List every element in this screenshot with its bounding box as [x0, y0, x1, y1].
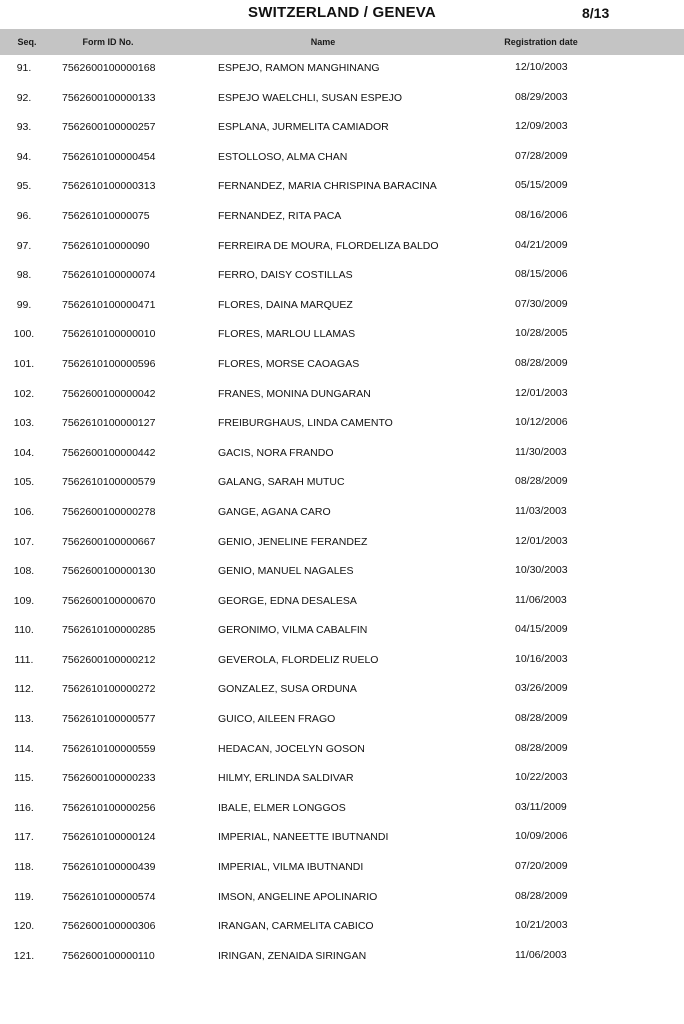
row-form-id: 7562600100000257	[62, 121, 156, 134]
table-row	[0, 500, 684, 530]
row-form-id: 7562600100000130	[62, 565, 156, 578]
row-name: IMPERIAL, NANEETTE IBUTNANDI	[218, 831, 389, 844]
row-name: GUICO, AILEEN FRAGO	[218, 713, 336, 726]
column-header-form-id: Form ID No.	[82, 37, 134, 47]
row-name: IMPERIAL, VILMA IBUTNANDI	[218, 861, 364, 874]
row-name: GALANG, SARAH MUTUC	[218, 476, 345, 489]
row-registration-date: 12/01/2003	[515, 534, 568, 547]
row-name: IBALE, ELMER LONGGOS	[218, 801, 346, 814]
table-row	[0, 115, 684, 145]
row-seq: 109.	[13, 594, 35, 607]
row-form-id: 7562610100000127	[62, 417, 156, 430]
row-registration-date: 10/12/2006	[515, 416, 568, 429]
row-registration-date: 10/09/2006	[515, 830, 568, 843]
table-row	[0, 352, 684, 382]
table-row	[0, 234, 684, 264]
row-registration-date: 10/22/2003	[515, 771, 568, 784]
row-seq: 111.	[14, 653, 34, 666]
row-registration-date: 10/28/2005	[515, 327, 568, 340]
row-seq: 103.	[13, 417, 35, 430]
table-row	[0, 263, 684, 293]
table-row	[0, 825, 684, 855]
row-name: GERONIMO, VILMA CABALFIN	[218, 624, 368, 637]
row-name: FREIBURGHAUS, LINDA CAMENTO	[218, 417, 393, 430]
table-row	[0, 441, 684, 471]
row-registration-date: 04/21/2009	[515, 238, 568, 251]
row-name: ESPLANA, JURMELITA CAMIADOR	[218, 121, 389, 134]
row-seq: 95.	[16, 180, 32, 193]
page-header	[0, 0, 684, 28]
row-name: FERRO, DAISY COSTILLAS	[218, 269, 353, 282]
table-row	[0, 145, 684, 175]
row-form-id: 7562600100000667	[62, 535, 156, 548]
row-registration-date: 12/10/2003	[515, 61, 568, 73]
row-seq: 116.	[14, 801, 34, 814]
row-name: FERNANDEZ, RITA PACA	[218, 209, 342, 222]
row-registration-date: 08/28/2009	[515, 475, 568, 488]
row-registration-date: 08/15/2006	[515, 268, 568, 281]
row-name: GENIO, JENELINE FERANDEZ	[218, 535, 368, 548]
row-seq: 118.	[14, 861, 34, 874]
row-name: FERREIRA DE MOURA, FLORDELIZA BALDO	[218, 239, 439, 252]
table-row	[0, 293, 684, 323]
row-form-id: 7562600100000233	[62, 772, 156, 785]
table-row	[0, 737, 684, 767]
row-form-id: 7562600100000278	[62, 505, 156, 518]
row-registration-date: 10/21/2003	[515, 919, 568, 932]
row-form-id: 7562600100000442	[62, 446, 156, 459]
row-form-id: 7562600100000133	[62, 91, 156, 104]
row-form-id: 7562600100000212	[62, 653, 156, 666]
row-form-id: 7562610100000439	[62, 861, 156, 874]
row-seq: 113.	[14, 713, 34, 726]
row-name: IRINGAN, ZENAIDA SIRINGAN	[218, 949, 367, 962]
row-name: GONZALEZ, SUSA ORDUNA	[218, 683, 357, 696]
row-seq: 91.	[16, 62, 32, 74]
row-registration-date: 07/20/2009	[515, 860, 568, 873]
row-form-id: 7562610100000574	[62, 890, 156, 903]
row-name: GENIO, MANUEL NAGALES	[218, 565, 354, 578]
table-row	[0, 470, 684, 500]
row-seq: 114.	[14, 742, 34, 755]
row-seq: 99.	[16, 298, 32, 311]
row-form-id: 7562610100000124	[62, 831, 156, 844]
table-row	[0, 796, 684, 826]
row-registration-date: 08/29/2003	[515, 90, 568, 103]
table-row	[0, 648, 684, 678]
row-seq: 115.	[14, 772, 34, 785]
page-number: 8/13	[582, 5, 610, 21]
row-seq: 117.	[14, 831, 34, 844]
row-form-id: 7562610100000074	[62, 269, 156, 282]
row-registration-date: 08/28/2009	[515, 741, 568, 754]
row-registration-date: 07/30/2009	[515, 297, 568, 310]
row-registration-date: 07/28/2009	[515, 149, 568, 162]
table-row	[0, 914, 684, 944]
row-form-id: 7562600100000042	[62, 387, 156, 400]
table-row	[0, 322, 684, 352]
row-seq: 92.	[16, 91, 32, 104]
row-registration-date: 12/09/2003	[515, 120, 568, 133]
row-form-id: 7562600100000670	[62, 594, 156, 607]
row-form-id: 7562600100000168	[62, 62, 156, 74]
row-form-id: 7562610100000454	[62, 150, 156, 163]
row-seq: 121.	[13, 949, 35, 962]
row-seq: 110.	[14, 624, 34, 637]
table-header	[0, 29, 684, 55]
row-registration-date: 11/06/2003	[515, 948, 567, 961]
page-title: SWITZERLAND / GENEVA	[248, 4, 436, 21]
row-seq: 102.	[13, 387, 35, 400]
table-row	[0, 530, 684, 560]
table-row	[0, 707, 684, 737]
row-seq: 112.	[14, 683, 34, 696]
row-registration-date: 11/30/2003	[515, 445, 567, 458]
column-header-name: Name	[310, 37, 336, 47]
row-form-id: 7562610100000313	[62, 180, 156, 193]
row-form-id: 7562610100000559	[62, 742, 156, 755]
row-registration-date: 03/26/2009	[515, 682, 568, 695]
row-name: GEVEROLA, FLORDELIZ RUELO	[218, 653, 379, 666]
row-name: GACIS, NORA FRANDO	[218, 446, 334, 459]
row-name: ESTOLLOSO, ALMA CHAN	[218, 150, 348, 163]
row-form-id: 7562610100000471	[62, 298, 156, 311]
row-name: HEDACAN, JOCELYN GOSON	[218, 742, 365, 755]
row-seq: 104.	[13, 446, 35, 459]
row-registration-date: 08/28/2009	[515, 356, 568, 369]
row-registration-date: 05/15/2009	[515, 179, 568, 192]
table-row	[0, 174, 684, 204]
table-row	[0, 86, 684, 116]
table-row	[0, 885, 684, 915]
table-row	[0, 382, 684, 412]
row-seq: 120.	[13, 920, 35, 933]
row-name: FLORES, MORSE CAOAGAS	[218, 357, 360, 370]
table-row	[0, 559, 684, 589]
row-name: FLORES, DAINA MARQUEZ	[218, 298, 353, 311]
row-form-id: 7562610100000256	[62, 801, 156, 814]
table-row	[0, 56, 684, 86]
table-row	[0, 204, 684, 234]
row-form-id: 7562610100000272	[62, 683, 156, 696]
row-name: GEORGE, EDNA DESALESA	[218, 594, 357, 607]
row-name: ESPEJO WAELCHLI, SUSAN ESPEJO	[218, 91, 402, 104]
row-seq: 98.	[16, 269, 32, 282]
row-registration-date: 04/15/2009	[515, 623, 568, 636]
row-name: IMSON, ANGELINE APOLINARIO	[218, 890, 378, 903]
row-seq: 108.	[13, 565, 35, 578]
row-seq: 107.	[13, 535, 35, 548]
row-form-id: 7562600100000306	[62, 920, 156, 933]
table-row	[0, 411, 684, 441]
row-name: ESPEJO, RAMON MANGHINANG	[218, 62, 380, 74]
table-row	[0, 944, 684, 974]
row-registration-date: 08/28/2009	[515, 889, 568, 902]
row-seq: 105.	[13, 476, 35, 489]
row-registration-date: 03/11/2009	[515, 800, 567, 813]
row-name: FLORES, MARLOU LLAMAS	[218, 328, 356, 341]
row-registration-date: 11/03/2003	[515, 504, 567, 517]
row-name: HILMY, ERLINDA SALDIVAR	[218, 772, 354, 785]
table-row	[0, 589, 684, 619]
row-name: GANGE, AGANA CARO	[218, 505, 331, 518]
row-seq: 97.	[16, 239, 32, 252]
row-seq: 96.	[16, 209, 32, 222]
row-seq: 119.	[14, 890, 34, 903]
column-header-registration-date: Registration date	[504, 37, 578, 47]
row-seq: 94.	[16, 150, 32, 163]
row-registration-date: 10/16/2003	[515, 652, 568, 665]
table-row	[0, 677, 684, 707]
row-form-id: 7562610100000596	[62, 357, 156, 370]
row-name: FRANES, MONINA DUNGARAN	[218, 387, 371, 400]
row-name: FERNANDEZ, MARIA CHRISPINA BARACINA	[218, 180, 437, 193]
row-form-id: 756261010000075	[62, 209, 150, 222]
row-registration-date: 10/30/2003	[515, 564, 568, 577]
row-form-id: 7562610100000579	[62, 476, 156, 489]
row-registration-date: 11/06/2003	[515, 593, 567, 606]
row-seq: 93.	[16, 121, 32, 134]
row-form-id: 7562610100000010	[62, 328, 156, 341]
row-form-id: 7562600100000110	[62, 949, 155, 962]
table-row	[0, 618, 684, 648]
row-name: IRANGAN, CARMELITA CABICO	[218, 920, 374, 933]
table-row	[0, 766, 684, 796]
row-registration-date: 08/28/2009	[515, 712, 568, 725]
table-row	[0, 855, 684, 885]
row-seq: 101.	[13, 357, 35, 370]
row-registration-date: 08/16/2006	[515, 208, 568, 221]
row-form-id: 7562610100000285	[62, 624, 156, 637]
row-form-id: 7562610100000577	[62, 713, 156, 726]
table-body	[0, 56, 684, 973]
row-registration-date: 12/01/2003	[515, 386, 568, 399]
column-header-seq: Seq.	[17, 37, 37, 47]
row-seq: 100.	[13, 328, 35, 341]
row-seq: 106.	[13, 505, 35, 518]
row-form-id: 756261010000090	[62, 239, 150, 252]
